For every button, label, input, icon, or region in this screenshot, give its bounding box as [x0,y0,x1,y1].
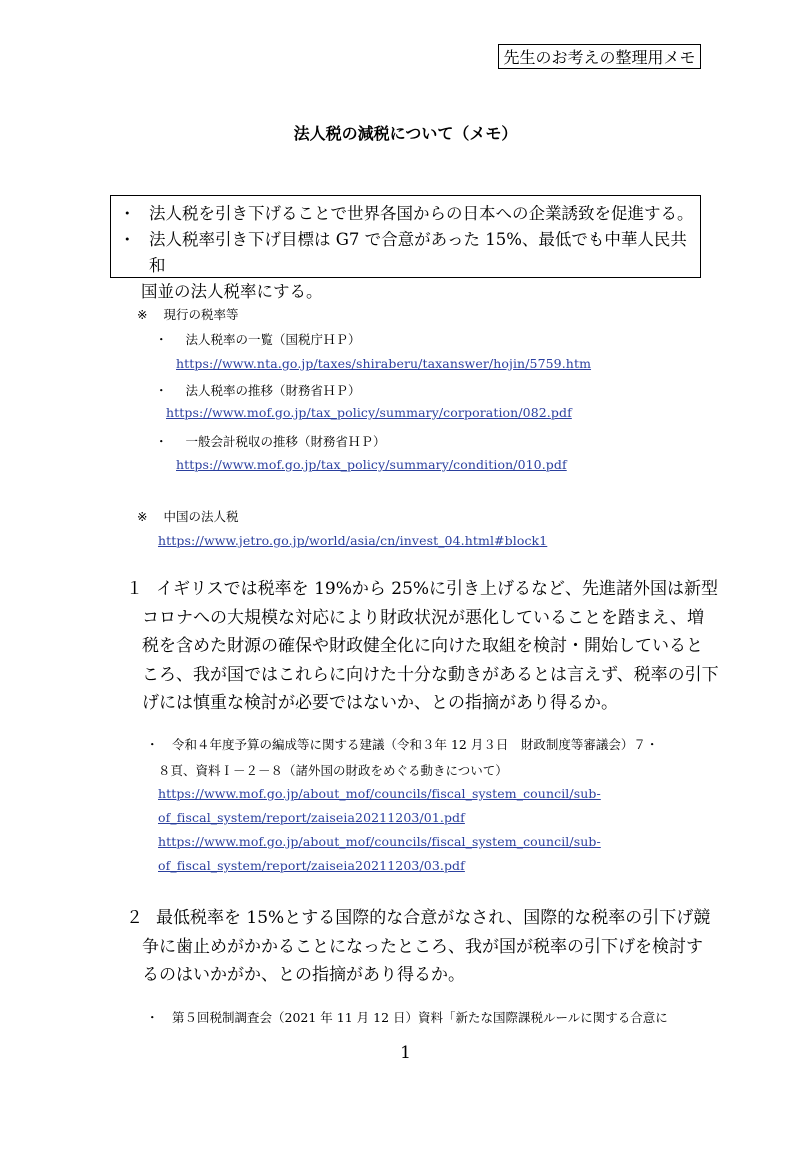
summary-text: 法人税率引き下げ目標は G7 で合意があった 15%、最低でも中華人民共和 [149,230,687,275]
ref-item [155,330,361,348]
summary-box [110,195,701,301]
bullet: ・ [119,204,136,223]
bullet: ・ [119,230,136,249]
china-heading [137,507,238,525]
ref-item [155,381,361,399]
section1-line: ころ、我が国ではこれらに向けた十分な動きがあるとは言えず、税率の引下 [142,664,719,685]
section1-line: イギリスでは税率を 19%から 25%に引き上げるなど、先進諸外国は新型 [156,579,719,599]
bullet: ・ [155,383,168,398]
refs-heading-label: 現行の税率等 [163,307,239,322]
ref-label: 一般会計税収の推移（財務省ＨＰ） [185,434,386,449]
ref-label: 法人税率の推移（財務省ＨＰ） [185,383,361,398]
section1-note: ８頁、資料Ｉ－２－８（諸外国の財政をめぐる動きについて） [158,763,508,778]
summary-item-continuation [119,279,694,305]
summary-text: 法人税を引き下げることで世界各国からの日本への企業誘致を促進する。 [149,204,694,223]
page-title: 法人税の減税について（メモ） [293,124,518,143]
ref-link[interactable]: https://www.nta.go.jp/taxes/shiraberu/taxanswer/hojin/5759.htm [176,356,592,371]
section1-link[interactable]: https://www.mof.go.jp/about_mof/councils/fiscal_system_council/sub- [158,786,601,801]
section1-link[interactable]: of_fiscal_system/report/zaiseia20211203/03.pdf [158,858,465,873]
section1-link[interactable]: https://www.mof.go.jp/about_mof/councils/fiscal_system_council/sub- [158,834,601,849]
section1-line: コロナへの大規模な対応により財政状況が悪化していることを踏まえ、増 [142,607,705,628]
note-mark: ※ [137,509,148,524]
summary-item [119,227,694,279]
china-link[interactable]: https://www.jetro.go.jp/world/asia/cn/invest_04.html#block1 [158,533,548,548]
section2-note: 第５回税制調査会（2021 年 11 月 12 日）資料「新たな国際課税ルールに関する合意に [172,1010,668,1025]
section2-line: るのはいかがか、との指摘があり得るか。 [142,965,465,985]
bullet: ・ [155,434,168,449]
section1-line: 税を含めた財源の確保や財政健全化に向けた取組を検討・開始していると [142,636,703,656]
refs-heading [137,305,238,323]
section1-number: １ [126,579,143,599]
page-number: 1 [400,1043,411,1063]
summary-item [119,201,694,227]
section2-line: 争に歯止めがかかることになったところ、我が国が税率の引下げを検討す [142,936,703,957]
china-label: 中国の法人税 [163,509,239,524]
section1-note: 令和４年度予算の編成等に関する建議（令和３年 12 月３日 財政制度等審議会）７・ [172,737,659,752]
ref-item [155,432,386,450]
ref-label: 法人税率の一覧（国税庁ＨＰ） [185,332,361,347]
summary-text: 国並の法人税率にする。 [141,282,323,301]
section2-line: 最低税率を 15%とする国際的な合意がなされ、国際的な税率の引下げ競 [156,908,711,928]
bullet: ・ [146,1010,159,1025]
section1-line: げには慎重な検討が必要ではないか、との指摘があり得るか。 [142,693,618,713]
bullet: ・ [155,332,168,347]
section1-link[interactable]: of_fiscal_system/report/zaiseia20211203/01.pdf [158,810,465,825]
bullet: ・ [146,737,159,752]
memo-tag: 先生のお考えの整理用メモ [498,44,701,69]
ref-link[interactable]: https://www.mof.go.jp/tax_policy/summary/corporation/082.pdf [166,405,572,420]
section2-number: ２ [126,908,143,928]
note-mark: ※ [137,307,148,322]
ref-link[interactable]: https://www.mof.go.jp/tax_policy/summary/condition/010.pdf [176,457,567,472]
